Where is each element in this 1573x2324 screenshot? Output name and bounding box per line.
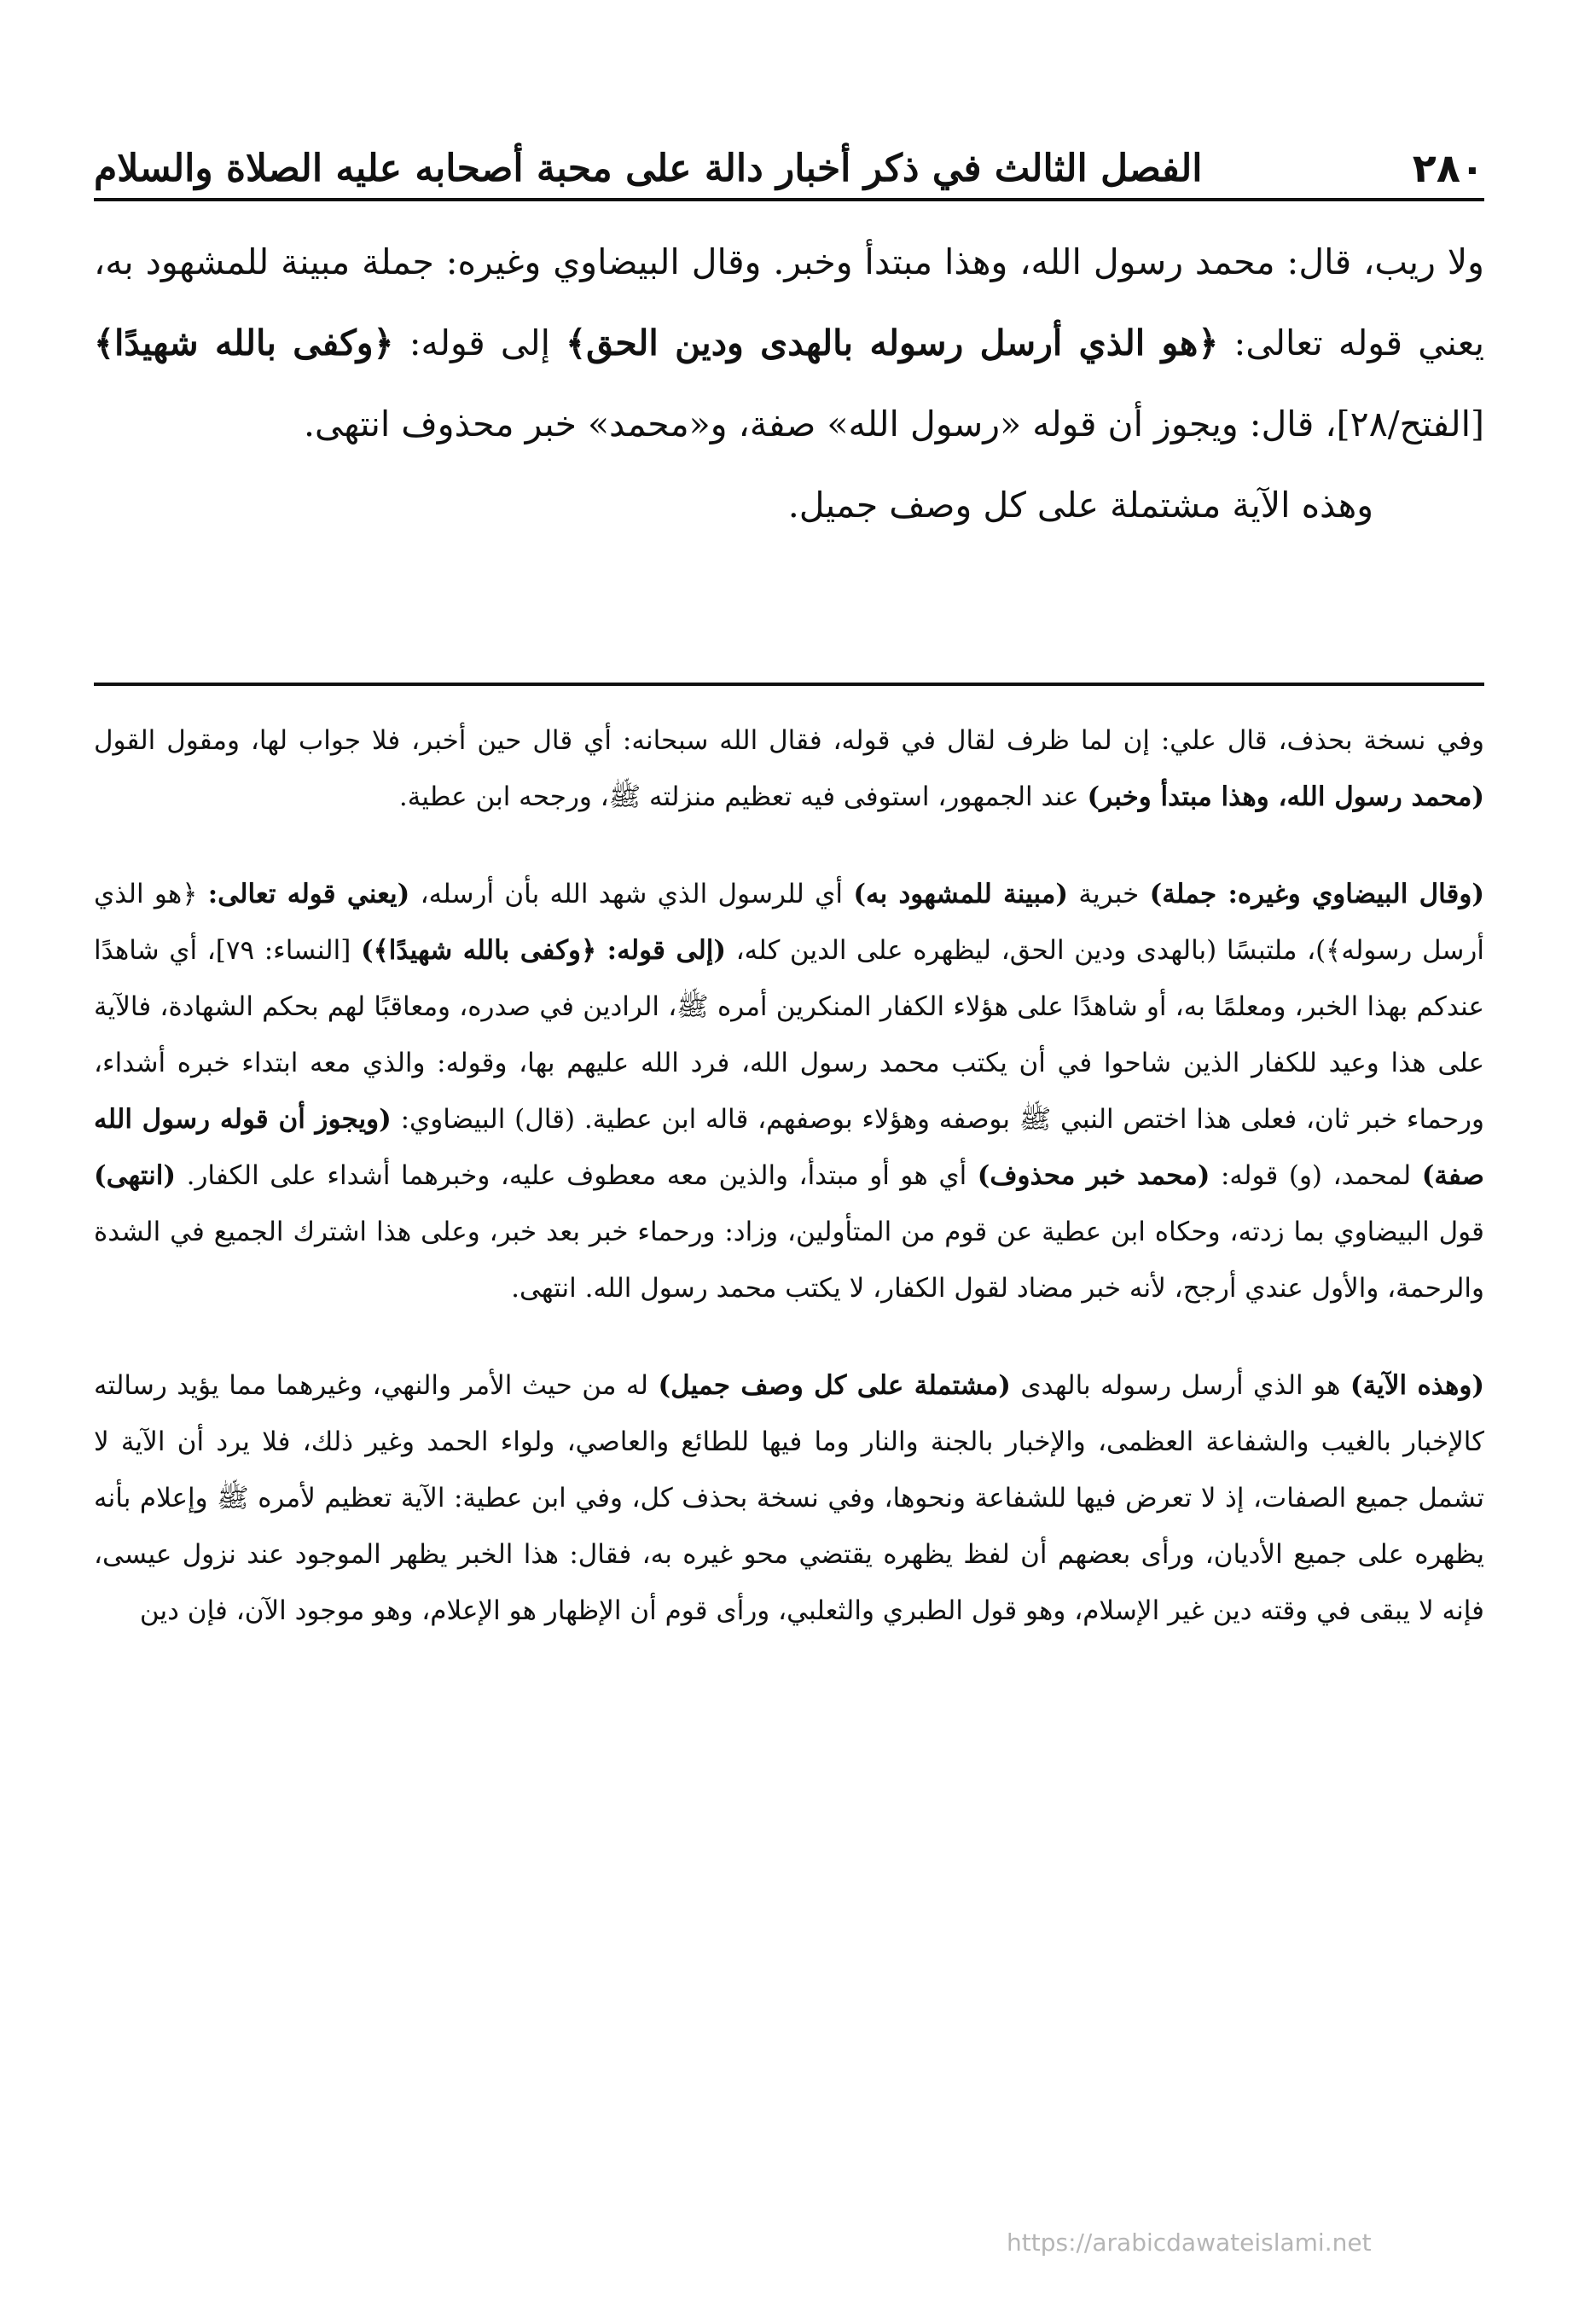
quoted-matn: (انتهى) [94, 1160, 177, 1191]
quoted-matn: (محمد خبر محذوف) [977, 1160, 1210, 1191]
quoted-matn: (إلى قوله: ﴿وكفى بالله شهيدًا﴾) [360, 935, 727, 966]
watermark-url: https://arabicdawateislami.net [1007, 2228, 1372, 2257]
quoted-matn: (ويجوز أن قوله رسول الله صفة) [94, 1104, 1484, 1191]
commentary-paragraph-1 [94, 712, 1484, 825]
commentary-paragraph-2 [94, 866, 1484, 1316]
quoted-matn: (وهذه الآية) [1350, 1370, 1485, 1401]
commentary-segment: قول البيضاوي بما زدته، وحكاه ابن عطية عن قوم من المتأولين، وزاد: ورحماء خبر بعد خبر، وعلى هذا اشترك الجميع في الشدة والرحمة، والأول عندي أرجح، لأنه خبر مضاد لقول الكفار، لا يكتب محمد رسول الله. انتهى. [94, 1217, 1484, 1304]
commentary-segment: أي هو أو مبتدأ، والذين معه معطوف عليه، وخبرهما أشداء على الكفار. [176, 1160, 978, 1191]
commentary-segment: لمحمد، (و) قوله: [1210, 1160, 1422, 1191]
quran-verse: ﴿هو الذي أرسل رسوله بالهدى ودين الحق﴾ [566, 322, 1219, 363]
commentary-segment: خبرية [1068, 879, 1150, 909]
page-header [94, 119, 1484, 191]
commentary-segment: عند الجمهور، استوفى فيه تعظيم منزلته ﷺ، ورجحه ابن عطية. [398, 781, 1088, 812]
main-text [94, 222, 1484, 546]
quoted-matn: (يعني قوله تعالى: [207, 879, 410, 909]
footnote-rule [94, 683, 1484, 686]
commentary-segment: ﴿هو الذي أرسل رسوله﴾)، ملتبسًا (بالهدى ودين الحق، ليظهره على الدين كله، [94, 879, 1484, 966]
main-text-segment: ولا ريب، قال: محمد رسول الله، وهذا مبتدأ وخبر. وقال البيضاوي وغيره: جملة مبينة للمشهود به، يعني قوله تعالى: [94, 241, 1484, 363]
quoted-matn: (مشتملة على كل وصف جميل) [658, 1370, 1011, 1401]
commentary-paragraph-3 [94, 1357, 1484, 1639]
main-paragraph-2: وهذه الآية مشتملة على كل وصف جميل. [787, 485, 1373, 526]
commentary-segment: له من حيث الأمر والنهي، وغيرهما مما يؤيد رسالته كالإخبار بالغيب والشفاعة العظمى، والإخبار بالجنة والنار وما فيها للطائع والعاصي، ولواء الحمد وغير ذلك، فلا يرد أن الآية لا تشمل جميع الصفات، إذ لا تعرض فيها للشفاعة ونحوها، وفي نسخة بحذف كل، وفي ابن عطية: الآية تعظيم لأمره ﷺ وإعلام بأنه يظهره على جميع الأديان، ورأى بعضهم أن لفظ يظهره يقتضي محو غيره به، فقال: هذا الخبر يظهر الموجود عند نزول عيسى، فإنه لا يبقى في وقته دين غير الإسلام، وهو قول الطبري والثعلبي، ورأى قوم أن الإظهار هو الإعلام، وهو موجود الآن، فإن دين [94, 1370, 1484, 1626]
commentary-segment: أي للرسول الذي شهد الله بأن أرسله، [409, 879, 854, 909]
quran-verse: ﴿وكفى بالله شهيدًا﴾ [94, 322, 394, 363]
quoted-matn: (وقال البيضاوي وغيره: جملة) [1149, 879, 1485, 909]
page-number: ٢٨٠ [1412, 145, 1484, 191]
commentary-segment: هو الذي أرسل رسوله بالهدى [1010, 1370, 1350, 1401]
commentary-segment: [النساء: ٧٩]، أي شاهدًا عندكم بهذا الخبر، ومعلمًا به، أو شاهدًا على هؤلاء الكفار المنكرين أمره ﷺ، الرادين في صدره، ومعاقبًا لهم بحكم الشهادة، فالآية على هذا وعيد للكفار الذين شاحوا في أن يكتب محمد رسول الله، فرد الله عليهم بها، وقوله: والذي معه ابتداء خبره أشداء، ورحماء خبر ثان، فعلى هذا اختص النبي ﷺ بوصفه وهؤلاء بوصفهم، قاله ابن عطية. (قال) البيضاوي: [94, 935, 1484, 1135]
commentary-text [94, 712, 1484, 1639]
quoted-matn: (محمد رسول الله، وهذا مبتدأ وخبر) [1087, 781, 1484, 812]
main-text-segment: [الفتح/٢٨]، قال: ويجوز أن قوله «رسول الله» صفة، و«محمد» خبر محذوف انتهى. [303, 404, 1484, 444]
chapter-title: الفصل الثالث في ذكر أخبار دالة على محبة أصحابه عليه الصلاة والسلام [94, 147, 1203, 190]
header-rule [94, 198, 1484, 201]
main-paragraph-1 [94, 222, 1484, 465]
main-text-segment: إلى قوله: [393, 322, 566, 363]
commentary-segment: وفي نسخة بحذف، قال علي: إن لما ظرف لقال في قوله، فقال الله سبحانه: أي قال حين أخبر، فلا جواب لها، ومقول القول [94, 725, 1484, 756]
quoted-matn: (مبينة للمشهود به) [853, 879, 1069, 909]
